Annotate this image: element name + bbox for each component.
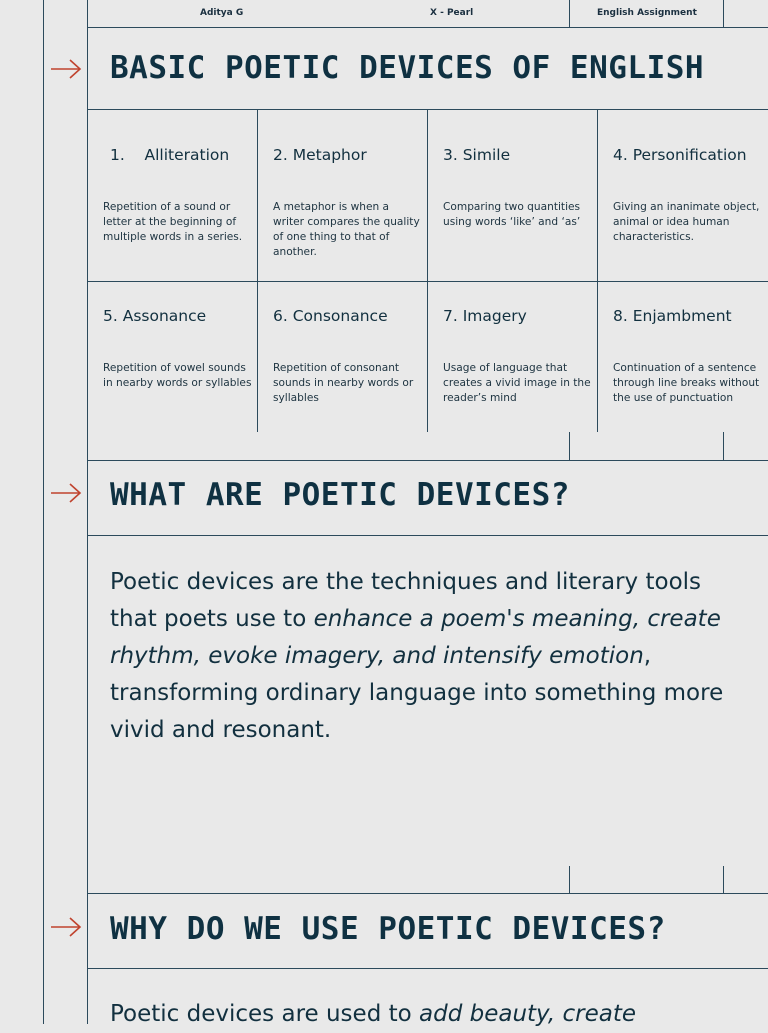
device-description: Giving an inanimate object, animal or idea human characteristics.	[613, 201, 760, 243]
rule	[87, 460, 768, 461]
header-divider	[723, 0, 724, 27]
gap-tick	[569, 432, 570, 460]
device-description: Repetition of consonant sounds in nearby words or syllables	[273, 362, 414, 404]
gap-tick	[569, 866, 570, 893]
device-title: 6. Consonance	[273, 307, 388, 325]
device-description: Repetition of vowel sounds in nearby words or syllables	[103, 362, 252, 389]
paragraph-text: , transforming ordinary language into something more vivid and resonant.	[110, 643, 724, 743]
rule	[87, 535, 768, 536]
margin-line-inner	[87, 0, 88, 1024]
device-description: Repetition of a sound or letter at the beginning of multiple words in a series.	[103, 201, 243, 243]
definition-paragraph	[110, 564, 750, 749]
rule	[87, 968, 768, 969]
device-description: Usage of language that creates a vivid image in the reader’s mind	[443, 362, 591, 404]
grid-row-divider	[87, 281, 768, 282]
device-title: 5. Assonance	[103, 307, 207, 325]
gap-tick	[723, 866, 724, 893]
device-title: 2. Metaphor	[273, 146, 367, 164]
device-title: 3. Simile	[443, 146, 511, 164]
device-title: 1. Alliteration	[110, 146, 230, 164]
arrow-right-icon	[50, 917, 82, 937]
section-title-why-use: WHY DO WE USE POETIC DEVICES?	[110, 911, 666, 947]
section-title-what-are: WHAT ARE POETIC DEVICES?	[110, 477, 570, 513]
device-description: Continuation of a sentence through line breaks without the use of punctuation	[613, 362, 760, 404]
paragraph-emphasis: enhance a poem's meaning, create rhythm, evoke imagery, and intensify emotion	[110, 606, 721, 669]
header-assignment: English Assignment	[597, 8, 697, 18]
device-title: 4. Personification	[613, 146, 747, 164]
device-title: 8. Enjambment	[613, 307, 732, 325]
margin-line-outer	[43, 0, 44, 1024]
rule	[87, 893, 768, 894]
device-description: A metaphor is when a writer compares the quality of one thing to that of another.	[273, 201, 420, 258]
arrow-right-icon	[50, 483, 82, 503]
paragraph-emphasis: add beauty, create	[419, 1001, 637, 1027]
paragraph-text: Poetic devices are the techniques and literary tools that poets use to	[110, 569, 702, 632]
grid-divider	[427, 109, 428, 432]
rule	[87, 27, 768, 28]
purpose-paragraph	[110, 996, 750, 1033]
device-description: Comparing two quantities using words ‘like’ and ‘as’	[443, 201, 581, 228]
header-author: Aditya G	[200, 8, 244, 18]
header-divider	[569, 0, 570, 27]
paragraph-text: Poetic devices are used to	[110, 1001, 420, 1027]
header-class: X - Pearl	[430, 8, 474, 18]
grid-divider	[257, 109, 258, 432]
grid-divider	[597, 109, 598, 432]
gap-tick	[723, 432, 724, 460]
section-title-basic-devices: BASIC POETIC DEVICES OF ENGLISH	[110, 50, 705, 86]
device-title: 7. Imagery	[443, 307, 527, 325]
arrow-right-icon	[50, 59, 82, 79]
